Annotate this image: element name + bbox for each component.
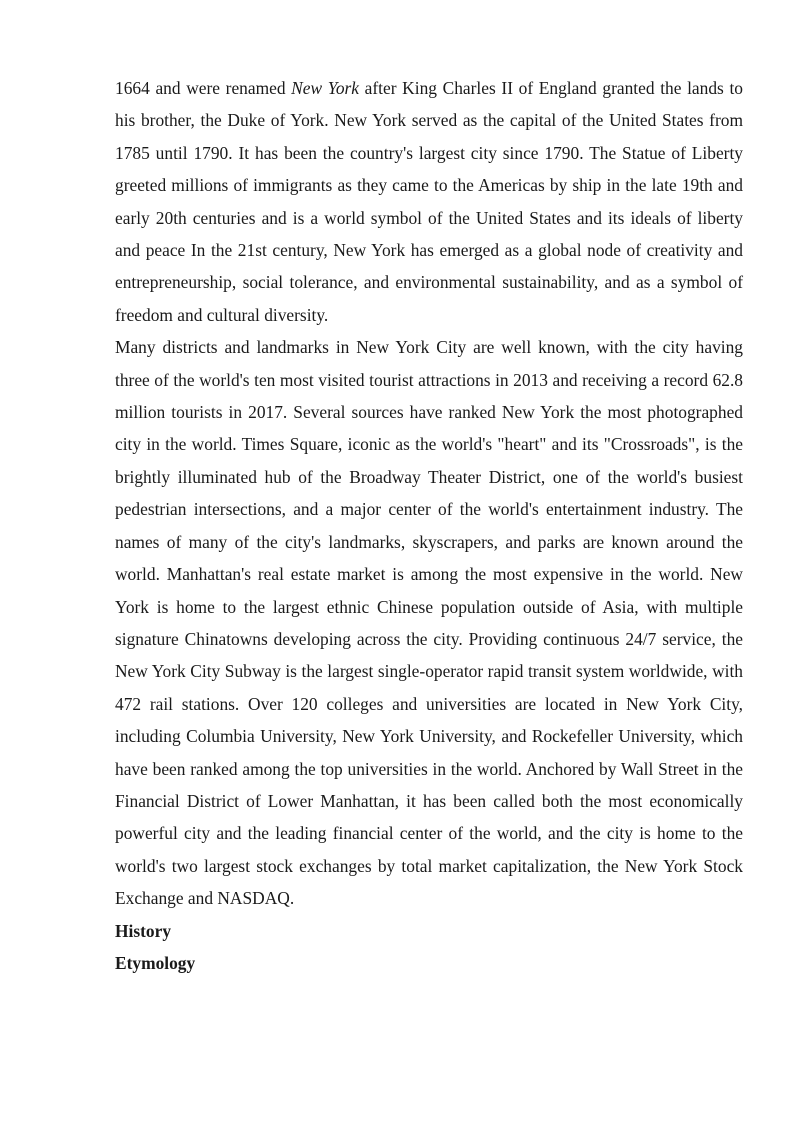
paragraph-landmarks: Many districts and landmarks in New York City are well known, with the city having three of the world's ten most visited tourist attractions in 2013 and receiving a record 62.8 million tourists in 2017. Several sources have ranked New York the most photographed city in the world. Times Square, iconic as the world's "heart" and its "Crossroads", is the brightly illuminated hub of the Broadway Theater District, one of the world's busiest pedestrian intersections, and a major center of the world's entertainment industry. The names of many of the city's landmarks, skyscrapers, and parks are known around the world. Manhattan's real estate market is among the most expensive in the world. New York is home to the largest ethnic Chinese population outside of Asia, with multiple signature Chinatowns developing across the city. Providing continuous 24/7 service, the New York City Subway is the largest single-operator rapid transit system worldwide, with 472 rail stations. Over 120 colleges and universities are located in New York City, including Columbia University, New York University, and Rockefeller University, which have been ranked among the top universities in the world. Anchored by Wall Street in the Financial District of Lower Manhattan, it has been called both the most economically powerful city and the leading financial center of the world, and the city is home to the world's two largest stock exchanges by total market capitalization, the New York Stock Exchange and NASDAQ. xyxy=(115,337,743,909)
paragraph-intro-start: 1664 and were renamed xyxy=(115,78,292,98)
document-page xyxy=(115,72,743,979)
italic-new-york: New York xyxy=(291,78,360,98)
paragraph-intro xyxy=(115,72,743,331)
heading-etymology: Etymology xyxy=(115,952,196,973)
paragraph-intro-rest: after King Charles II of England granted the lands to his brother, the Duke of York. New York served as the capital of the United States from 1785 until 1790. It has been the country's largest city since 1790. The Statue of Liberty greeted millions of immigrants as they came to the Americas by ship in the late 19th and early 20th centuries and is a world symbol of the United States and its ideals of liberty and peace In the 21st century, New York has emerged as a global node of creativity and entrepreneurship, social tolerance, and environmental sustainability, and as a symbol of freedom and cultural diversity. xyxy=(115,78,743,325)
heading-history: History xyxy=(115,920,172,941)
